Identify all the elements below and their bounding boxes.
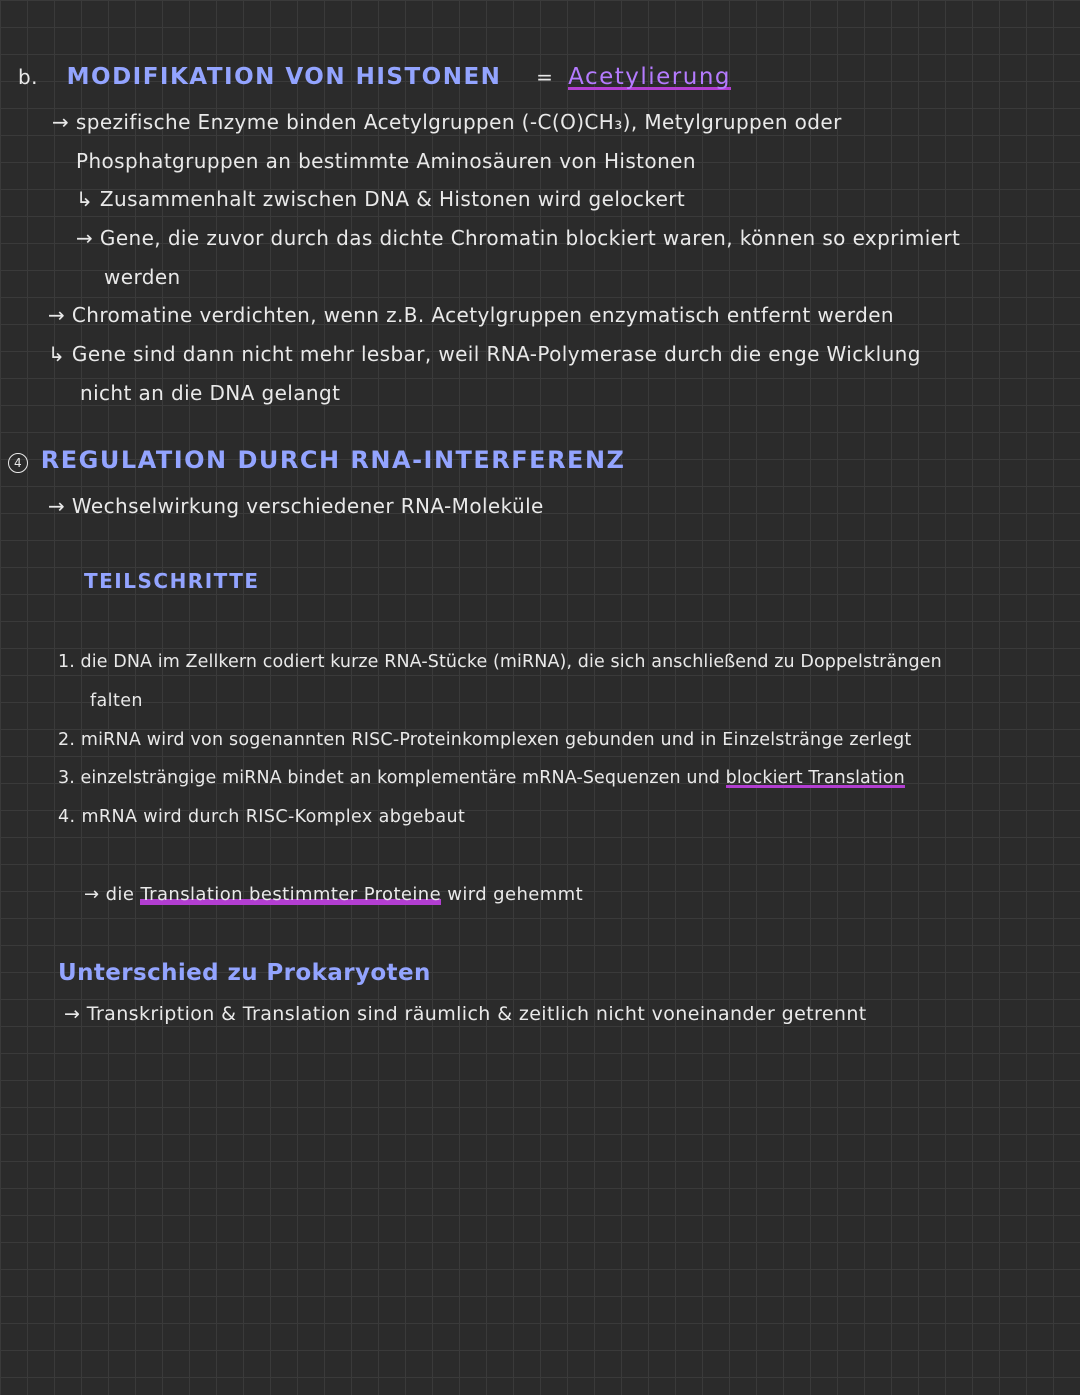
step-3 [58, 768, 905, 788]
section-b-line-8: nicht an die DNA gelangt [80, 381, 341, 405]
section-b-line-5: werden [104, 265, 181, 289]
section-4-line-1: → Wechselwirkung verschiedener RNA-Moleküle [48, 494, 544, 518]
conclusion-end: wird gehemmt [447, 884, 584, 905]
difference-title: Unterschied zu Prokaryoten [58, 960, 431, 986]
section-b-line-4: → Gene, die zuvor durch das dichte Chromatin blockiert waren, können so exprimiert [76, 226, 961, 250]
step-3-highlight: blockiert Translation [725, 768, 905, 788]
difference-line-1: → Transkription & Translation sind räumlich & zeitlich nicht voneinander getrennt [64, 1003, 867, 1025]
section-b-heading-line [18, 64, 731, 90]
conclusion-line [84, 884, 583, 905]
conclusion-highlight: Translation bestimmter Proteine [140, 884, 442, 905]
section-b-line-1: → spezifische Enzyme binden Acetylgruppen (-C(O)CH₃), Metylgruppen oder [52, 110, 842, 134]
step-1-line-a: 1. die DNA im Zellkern codiert kurze RNA-Stücke (miRNA), die sich anschließend zu Doppelsträngen [58, 652, 942, 672]
section-b-line-3: ↳ Zusammenhalt zwischen DNA & Histonen wird gelockert [76, 187, 686, 211]
conclusion-arrow: → die [84, 884, 135, 905]
section-b-line-2: Phosphatgruppen an bestimmte Aminosäuren von Histonen [76, 149, 696, 173]
section-b-line-7: ↳ Gene sind dann nicht mehr lesbar, weil RNA-Polymerase durch die enge Wicklung [48, 342, 921, 366]
step-2: 2. miRNA wird von sogenannten RISC-Proteinkomplexen gebunden und in Einzelstränge zerlegt [58, 730, 912, 750]
section-letter: b. [18, 65, 38, 89]
step-3-text: 3. einzelsträngige miRNA bindet an komplementäre mRNA-Sequenzen und [58, 768, 720, 788]
section-number-badge: 4 [8, 453, 28, 473]
section-4-heading-line [8, 446, 625, 474]
teilschritte-subheading: TEILSCHRITTE [84, 569, 260, 593]
section-4-title: REGULATION DURCH RNA-INTERFERENZ [40, 446, 626, 474]
section-b-line-6: → Chromatine verdichten, wenn z.B. Acetylgruppen enzymatisch entfernt werden [48, 303, 894, 327]
step-4: 4. mRNA wird durch RISC-Komplex abgebaut [58, 807, 466, 827]
section-b-title: MODIFIKATION VON HISTONEN [66, 64, 502, 90]
step-1-line-b: falten [90, 691, 143, 711]
section-b-subtitle: Acetylierung [568, 64, 732, 90]
heading-dash: = [536, 65, 554, 89]
